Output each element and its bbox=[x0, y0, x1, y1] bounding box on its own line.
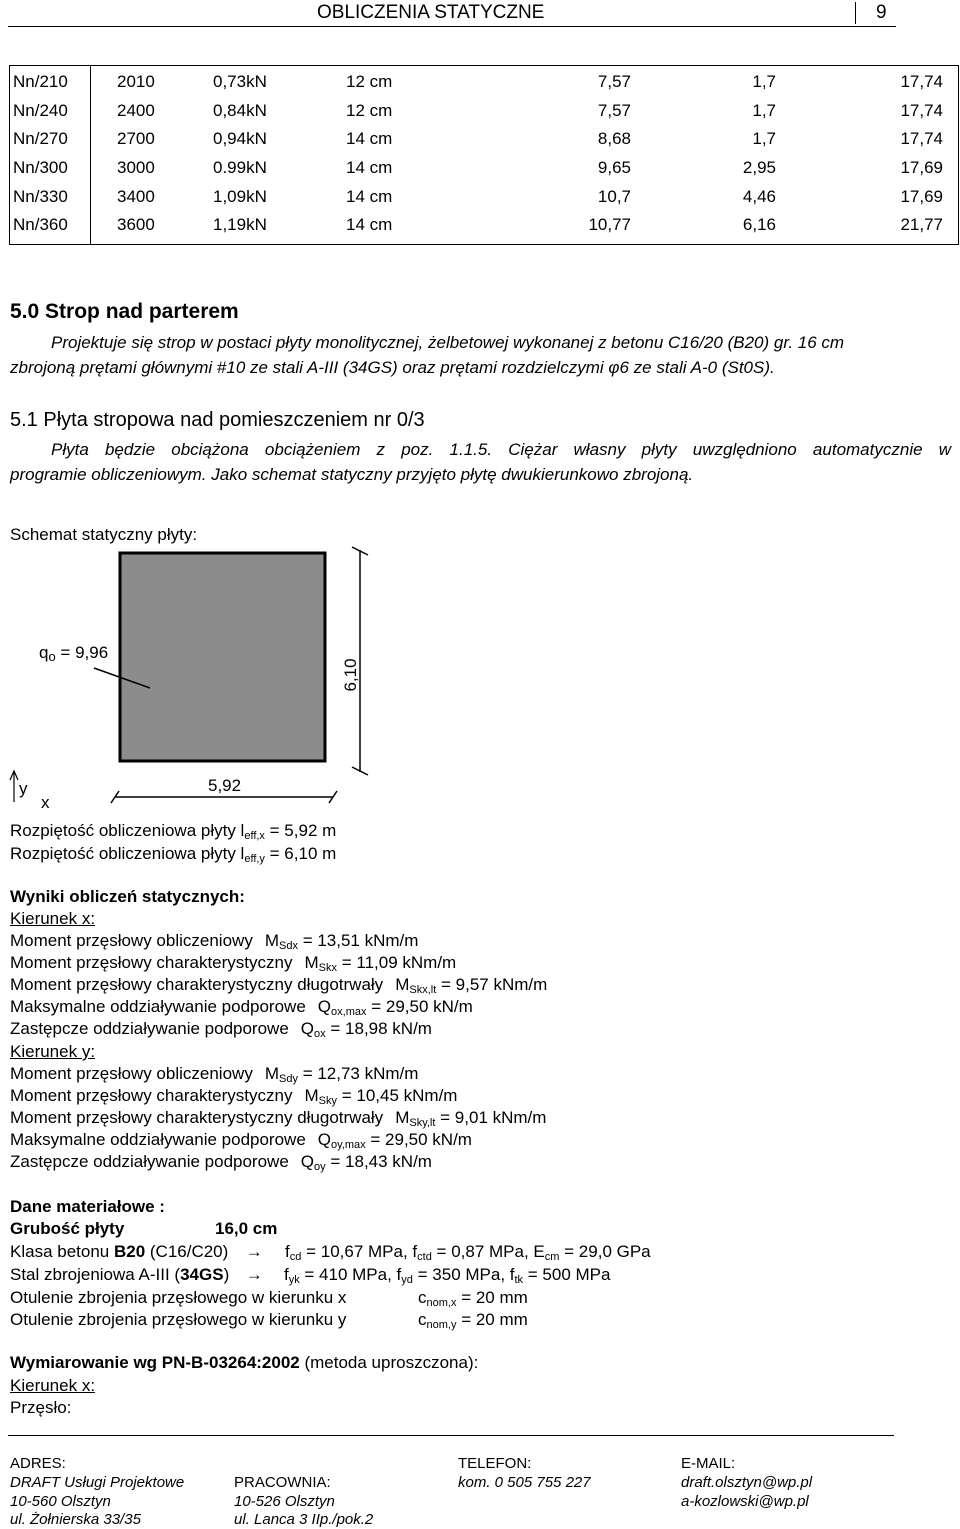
span-y-line: Rozpiętość obliczeniowa płyty $l_{eff,y} = 6,10$ m bbox=[10, 844, 337, 865]
cover-x-value: $c_{nom,x} = 20$ mm bbox=[418, 1288, 528, 1309]
footer-email-1: draft.olsztyn@wp.pl bbox=[681, 1474, 813, 1491]
table-cell: 2400 bbox=[117, 100, 155, 120]
table-cell: 6,16 bbox=[742, 215, 776, 235]
table-cell: 14 cm bbox=[346, 215, 393, 235]
direction-y-heading: Kierunek y: bbox=[10, 1042, 96, 1061]
result-label: Maksymalne oddziaływanie podporowe $Q_{ox,max} = 29,50$ kN/m bbox=[10, 997, 473, 1018]
arrow-icon: → bbox=[245, 1242, 263, 1261]
table-row bbox=[10, 97, 959, 126]
table-cell: 1,19kN bbox=[213, 215, 267, 235]
table-cell: 1,7 bbox=[752, 100, 776, 120]
result-label: Moment przęsłowy obliczeniowy $M_{Sdy} = 12,73$ kNm/m bbox=[10, 1064, 419, 1085]
table-cell: 0,94kN bbox=[213, 129, 267, 149]
design-direction-x: Kierunek x: bbox=[10, 1376, 96, 1395]
table-cell: 14 cm bbox=[346, 158, 393, 178]
table-cell: 17,74 bbox=[900, 100, 943, 120]
table-cell: 9,65 bbox=[597, 158, 631, 178]
table-cell: Nn/270 bbox=[10, 125, 91, 154]
table-cell: 14 cm bbox=[346, 186, 393, 206]
result-label: Zastępcze oddziaływanie podporowe $Q_{oy} = 18,43$ kN/m bbox=[10, 1152, 432, 1173]
table-cell: 4,46 bbox=[742, 186, 776, 206]
table-cell: 10,77 bbox=[588, 215, 631, 235]
table-cell: 2010 bbox=[117, 72, 155, 92]
direction-x-heading: Kierunek x: bbox=[10, 909, 96, 928]
table-cell: 3400 bbox=[117, 186, 155, 206]
result-label: Zastępcze oddziaływanie podporowe $Q_{ox} = 18,98$ kN/m bbox=[10, 1019, 432, 1040]
table-cell: Nn/360 bbox=[10, 211, 91, 244]
footer-workshop-label: PRACOWNIA: bbox=[234, 1474, 331, 1491]
table-cell: 14 cm bbox=[346, 129, 393, 149]
span-x-line: Rozpiętość obliczeniowa płyty $l_{eff,x} = 5,92$ m bbox=[10, 821, 337, 842]
table-cell: 17,69 bbox=[900, 186, 943, 206]
table-cell: 2700 bbox=[117, 129, 155, 149]
table-cell: 1,7 bbox=[752, 72, 776, 92]
concrete-line: Klasa betonu B20 $(C16/C20) \to f_{cd} = 10,67$ MPa, $f_{ctd} = 0,87$ MPa, $E_{cm} = 29,0$ GPa bbox=[10, 1242, 651, 1263]
axis-y-label: y bbox=[19, 779, 28, 798]
footer-rule bbox=[8, 1435, 894, 1436]
section-5-0-paragraph-line1: Projektuje się strop w postaci płyty monolitycznej, żelbetowej wykonanej z betonu C16/20 (B20) gr. 16 cm bbox=[51, 333, 845, 352]
table-cell: 1,09kN bbox=[213, 186, 267, 206]
materials-heading: Dane materiałowe : bbox=[10, 1197, 165, 1216]
results-heading: Wyniki obliczeń statycznych: bbox=[10, 887, 245, 906]
table-cell: 0,73kN bbox=[213, 72, 267, 92]
footer-phone-label: TELEFON: bbox=[458, 1455, 532, 1472]
footer-address-label: ADRES: bbox=[10, 1455, 66, 1472]
table-cell: 10,7 bbox=[597, 186, 631, 206]
table-cell: 12 cm bbox=[346, 72, 393, 92]
table-row bbox=[10, 66, 959, 97]
table-cell: 3000 bbox=[117, 158, 155, 178]
section-heading-5-0: 5.0 Strop nad parterem bbox=[10, 300, 239, 323]
table-row bbox=[10, 154, 959, 183]
design-heading: Wymiarowanie wg PN-B-03264:2002 (metoda uproszczona): bbox=[10, 1353, 479, 1372]
table-cell: 0.99kN bbox=[213, 158, 267, 178]
table-cell: 17,74 bbox=[900, 129, 943, 149]
table-cell: 8,68 bbox=[597, 129, 631, 149]
slab-rectangle bbox=[120, 553, 325, 761]
result-label: Maksymalne oddziaływanie podporowe $Q_{oy,max} = 29,50$ kN/m bbox=[10, 1130, 472, 1151]
cover-y-value: $c_{nom,y} = 20$ mm bbox=[418, 1310, 528, 1331]
footer-address-line3: ul. Żołnierska 33/35 bbox=[10, 1511, 141, 1528]
design-span-label: Przęsło: bbox=[10, 1398, 72, 1417]
table-cell: 1,7 bbox=[752, 129, 776, 149]
dimension-label-y: 6,10 bbox=[341, 658, 360, 692]
table-cell: 2,95 bbox=[742, 158, 776, 178]
table-row bbox=[10, 125, 959, 154]
table-cell: 3600 bbox=[117, 215, 155, 235]
table-cell: 12 cm bbox=[346, 100, 393, 120]
table-cell: 17,74 bbox=[900, 72, 943, 92]
axis-x-label: x bbox=[41, 793, 50, 812]
table-cell: Nn/240 bbox=[10, 97, 91, 126]
table-cell: 7,57 bbox=[597, 100, 631, 120]
table-row bbox=[10, 211, 959, 244]
table-cell: 21,77 bbox=[900, 215, 943, 235]
header-rule bbox=[8, 26, 896, 27]
result-label: Moment przęsłowy charakterystyczny długotrwały $M_{Sky,lt} = 9,01$ kNm/m bbox=[10, 1108, 547, 1129]
thickness-value: 16,0 cm bbox=[215, 1219, 278, 1238]
table-cell: 17,69 bbox=[900, 158, 943, 178]
table-cell: Nn/210 bbox=[10, 66, 91, 97]
result-label: Moment przęsłowy charakterystyczny $M_{Sky} = 10,45$ kNm/m bbox=[10, 1086, 458, 1107]
result-label: Moment przęsłowy charakterystyczny długotrwały $M_{Skx,lt} = 9,57$ kNm/m bbox=[10, 975, 548, 996]
cover-y-label: Otulenie zbrojenia przęsłowego w kierunku y bbox=[10, 1310, 347, 1329]
footer-address-line1: DRAFT Usługi Projektowe bbox=[10, 1474, 185, 1491]
cover-x-label: Otulenie zbrojenia przęsłowego w kierunku x bbox=[10, 1288, 347, 1307]
phi-symbol: φ bbox=[608, 358, 620, 377]
header-title: OBLICZENIA STATYCZNE bbox=[317, 2, 545, 23]
footer-email-label: E-MAIL: bbox=[681, 1455, 736, 1472]
footer-email-2: a-kozlowski@wp.pl bbox=[681, 1493, 809, 1510]
footer-phone: kom. 0 505 755 227 bbox=[458, 1474, 591, 1491]
section-heading-5-1: 5.1 Płyta stropowa nad pomieszczeniem nr 0/3 bbox=[10, 409, 425, 431]
arrow-icon: → bbox=[245, 1265, 263, 1284]
load-label: $q_o = 9,96$ bbox=[39, 643, 109, 664]
section-5-1-line2: programie obliczeniowym. Jako schemat statyczny przyjęto płytę dwukierunkowo zbrojoną. bbox=[10, 465, 694, 484]
table-row bbox=[10, 182, 959, 211]
result-label: Moment przęsłowy charakterystyczny $M_{Skx} = 11,09$ kNm/m bbox=[10, 953, 457, 974]
schema-label: Schemat statyczny płyty: bbox=[10, 525, 198, 544]
footer-workshop-line2: 10-526 Olsztyn bbox=[234, 1493, 335, 1510]
thickness-label: Grubość płyty bbox=[10, 1219, 125, 1238]
table-cell: Nn/300 bbox=[10, 154, 91, 183]
footer-workshop-line3: ul. Lanca 3 IIp./pok.2 bbox=[234, 1511, 374, 1528]
footer-address-line2: 10-560 Olsztyn bbox=[10, 1493, 111, 1510]
steel-line: Stal zbrojeniowa A-III $(34GS) \to f_{yk} = 410$ MPa, $f_{yd} = 350$ MPa, $f_{tk} = 500$ MPa bbox=[10, 1265, 611, 1286]
table-cell: 7,57 bbox=[597, 72, 631, 92]
table-cell: Nn/330 bbox=[10, 182, 91, 211]
lintel-table bbox=[9, 65, 959, 245]
table-cell: 0,84kN bbox=[213, 100, 267, 120]
dimension-label-x: 5,92 bbox=[208, 776, 242, 795]
section-5-0-paragraph-line2: zbrojoną prętami głównymi #10 ze stali A-III (34GS) oraz prętami rozdzielczymi φ6 ze stali A-0 (St0S). bbox=[10, 358, 775, 377]
section-5-1-line1: Płyta będzie obciążona obciążeniem z poz. 1.1.5. Ciężar własny płyty uwzględniono automatycznie w bbox=[51, 440, 951, 459]
header-divider bbox=[855, 2, 856, 24]
page-number: 9 bbox=[876, 2, 887, 23]
result-label: Moment przęsłowy obliczeniowy $M_{Sdx} = 13,51$ kNm/m bbox=[10, 931, 419, 952]
